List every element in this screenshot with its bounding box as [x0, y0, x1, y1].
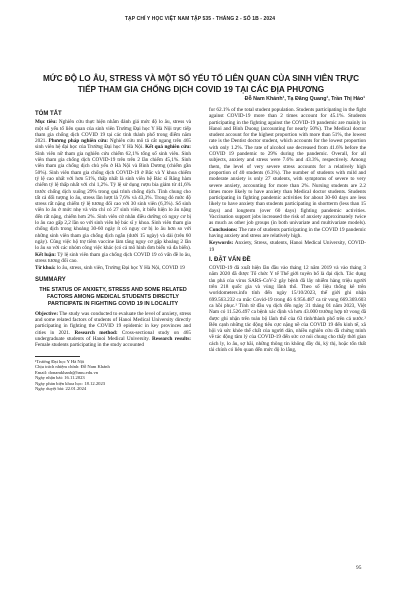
conclusions-lead: Conclusions: [209, 226, 238, 233]
footnote-divider [35, 356, 80, 357]
left-column [35, 111, 191, 392]
author-list: Đỗ Nam Khánh¹, Tạ Đăng Quang¹, Trần Thị Hảo¹ [244, 96, 365, 102]
paragraph-lead: Objective: [35, 310, 59, 317]
abstract-vi-heading: TÓM TẮT [35, 111, 62, 117]
paragraph-text: Nghiên cứu mô tả cắt ngang trên 465 sinh viên hệ đại học của Trường Đại học Y Hà Nội. [35, 138, 192, 151]
paragraph-lead: Mục tiêu: [35, 119, 58, 126]
summary-continuation [209, 107, 366, 239]
journal-header: TẠP CHÍ Y HỌC VIỆT NAM TẬP 535 - THÁNG 2 - SỐ 1B - 2024 [124, 16, 276, 22]
summary-continuation-text: for 62.1% of the total student population. Students participating in the fight against COVID-19 more than 2 times account for 45.1%. Students participating in the fighting against the COVID-19 pandemic are mainly in Hanoi and Binh Duong (accounting for nearly 50%). The Medical doctor student account for the highest proportion with more than 51%, the lowest rate is the Dentist doctor student, which accounts for the lowest proportion with only 1.2%. The rate of alcohol use decreased from 41.6% before the COVID 19 pandemic to 29% during the pandemic. Overall, for all subjects, anxiety and stress were 7.6% and 43.3%, respectively. Among them, the level of very severe stress accounts for a relatively high proportion of 40 students (6.3%). The number of students with mild and moderate anxiety is only 27 students, with symptoms of severe to very severe anxiety, accounting for more than 2%. Nursing students are 2.2 times more likely to have anxiety than Medical doctor students. Students participating in fighting pandemic activities for about 30-60 days are less likely to have anxiety than students participating in shortterm (less than 15 days) and longterm (over 60 days) fighting pandemic activities. Vaccination support jobs increased the risk of anxiety approximately twice as much as other job groups (in both univariate and multivariate models). [209, 107, 366, 227]
conclusions-text: The rate of students participating in the COVID 19 pandemic having anxiety and stress are relatively high. [209, 226, 366, 239]
keywords-vi-text: lo âu, stress, sinh viên, Trường Đại học Y Hà Nội, COVID 19 [55, 265, 185, 272]
keywords-en-text: Anxiety, Stress, students, Hanoi Medical University, COVID-19 [209, 240, 366, 253]
footnote-accepted: Ngày duyệt bài: 22.01.2024 [35, 386, 87, 392]
keywords-en [209, 240, 366, 253]
keywords-vi [35, 265, 191, 271]
page-number: 95 [356, 565, 362, 571]
summary-body [35, 311, 191, 349]
introduction-paragraph: COVID-19 đã xuất hiện lần đầu vào tháng 12 năm 2019 và vào tháng 3 năm 2020 đã được Tổ chức Y tế Thế giới tuyên bố là đại dịch. Tác dụng tàn phá của virus SARS-CoV-2 gây bệnh đã lây nhiễm hàng triệu người trên 218 quốc gia và vùng lãnh thổ. Theo số liệu thống kê trên worldometers.info tính đến ngày 15/10/2023, thế giới ghi nhận 699.563.232 ca mắc Covid-19 trong đó 6.956.487 ca tử vong 669.369.603 ca hồi phục.¹ Tính từ đầu vụ dịch đến ngày 31 tháng 01 năm 2023, Việt Nam có 11.526.497 ca bệnh xác định và hơn 43.000 trường hợp tử vong đã được ghi nhận trên toàn bộ lãnh thổ của 63 tỉnh/thành phố trên cả nước.² Bên cạnh những tác động tiêu cực nặng nề của COVID 19 đến kinh tế, xã hội và sức khỏe thể chất của người dân, nhiều nghiên cứu đã chứng minh về tác động tâm lý của COVID-19 đến sức cơ nói chung cho thấy thời gian cách ly, lo âu, sợ hãi, những thông tin không đầy đủ, kỳ thị, hoặc tổn thất tài chính có liên quan đến mức độ lo lắng, [209, 265, 366, 353]
footnote-received: Ngày nhận bài: 16.11.2023 [35, 375, 85, 381]
paragraph-lead: Phương pháp nghiên cứu: [48, 138, 109, 145]
paragraph-text: Cross-sectional study on 465 undergraduate students of Hanoi Medical University. [35, 329, 191, 342]
footnote-corresponding: Chịu trách nhiệm chính: Đỗ Nam Khánh [35, 364, 110, 370]
summary-heading: SUMMARY [35, 277, 66, 284]
footnote-reviewed: Ngày phản biện khoa học: 18.12.2023 [35, 380, 106, 386]
footnote-affiliation: ¹Trường Đại học Y Hà Nội [35, 358, 85, 364]
paragraph-text: Sinh viên nữ tham gia nghiên cứu chiếm 62,1% tổng số sinh viên. Sinh viên tham gia chống dịch COVID-19 trên trên 2 lần chiếm 45,1%. Sinh viên tham gia chống dịch chủ yếu ở Hà Nội và Bình Dương (chiếm gần 50%). Sinh viên tham gia chống dịch COVID-19 ở Bắc và Y khoa chiếm tỷ lệ cao nhất với hơn 51%, thấp nhất là sinh viên hệ Bác sĩ Răng hàm chiếm tỷ lệ thấp nhất với chỉ 1,2%. Tỷ lệ sử dụng rượu bia giảm từ 41,6% trước chống dịch xuống 29% trong quá trình chống dịch. Tình chung cho tất cả đối tượng lo âu, stress lần lượt là 7,6% và 43,3%. Trong đó mức độ stress rất nặng chiếm tỷ lệ tương đối cao với 30 sinh viên (6,3%). Số sinh viên lo âu ở mức nhẹ và vừa chỉ có 27 sinh viên, ít biểu hiện lo âu nặng đến rất nặng, chiếm hơn 2%. Sinh viên cử nhân điều dưỡng có nguy cơ bị lo âu cao gấp 2,2 lần so với sinh viên hệ bác sĩ y khoa. Sinh viên tham gia chống dịch trong khoảng 30-60 ngày ít có nguy cơ bị lo âu hơn so với những sinh viên tham gia chống dịch ngắn (dưới 15 ngày) và dài (trên 60 ngày). Cũng việc hộ trợ tiêm vaccine làm tăng nguy cơ gặp khoảng 2 lần lo âu so với các nhóm công việc khác (có cả mô hình đơn biến và đa biến). [35, 150, 191, 252]
right-column [209, 107, 366, 353]
paragraph-text: Tỷ lệ sinh viên tham gia chống dịch COVID 19 có vấn đề lo âu, stress tương đối cao. [35, 251, 191, 264]
keywords-en-lead: Keywords: [209, 240, 234, 247]
paragraph-lead: Kết quả nghiên cứu: [145, 144, 191, 151]
footnote-email: Email: donamkhanh@hmu.edu.vn [35, 369, 99, 375]
article-title: MỨC ĐỘ LO ÂU, STRESS VÀ MỘT SỐ YẾU TỐ LIÊN QUAN CỦA SINH VIÊN TRỰC TIẾP THAM GIA CHỐNG DỊCH COVID 19 TẠI CÁC ĐỊA PHƯƠNG [42, 74, 360, 94]
introduction-heading: I. ĐẶT VẤN ĐỀ [209, 256, 251, 263]
paragraph-lead: Kết luận: [35, 251, 56, 258]
keywords-vi-lead: Từ khoá: [35, 265, 56, 272]
paragraph-lead: Research results: [152, 335, 191, 342]
footnotes [35, 359, 191, 393]
abstract-vi-objective [35, 119, 191, 264]
paragraph-text: Nghiên cứu thực hiện nhằm đánh giá mức độ lo âu, stress và một số yếu tố liên quan của sinh viên Trường Đại học Y Hà Nội trực tiếp tham gia chống dịch COVID 19 tại các tỉnh thành phố trong điểm năm 2021. [35, 119, 191, 145]
summary-title: THE STATUS OF ANXIETY, STRESS AND SOME RELATED FACTORS AMONG MEDICAL STUDENTS DIRECTLY PARTICIPATE IN FIGHTING COVID 19 IN LOCALITY [39, 286, 187, 307]
paragraph-text: The study was conducted to evaluate the level of anxiety, stress and some related factors of students of Hanoi Medical University directly participating in fighting the COVID 19 epidemic in key provinces and cities in 2021. [35, 310, 191, 336]
paragraph-text: Female students participating in the study accounted [35, 342, 144, 349]
paragraph-lead: Research method: [74, 329, 118, 336]
